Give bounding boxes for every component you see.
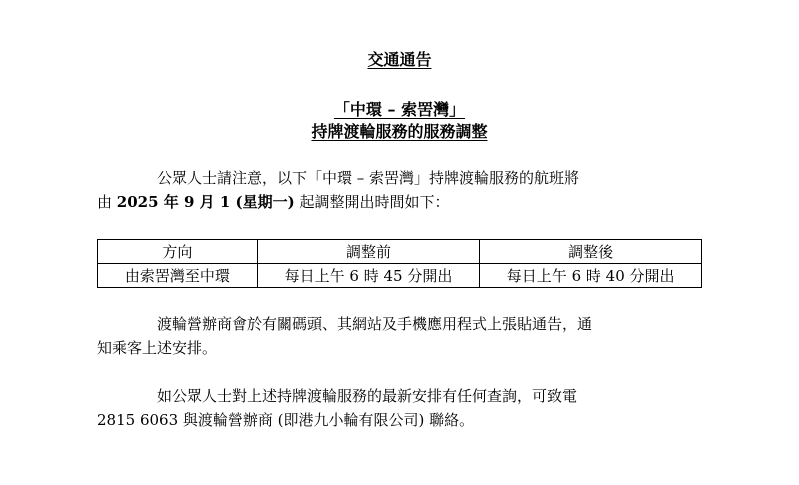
paragraph-schedule-intro [97,166,702,214]
paragraph2-line2: 知乘客上述安排。 [97,339,218,357]
paragraph1-line2 [97,190,702,214]
table-header-row [98,240,702,264]
notice-title-line1 [0,100,799,120]
notice-label-text: 交通通告 [367,50,432,69]
paragraph1-line2-prefix: 由 [97,193,117,211]
notice-title-line1-text: 「中環 – 索罟灣」 [333,100,466,119]
header-direction: 方向 [98,240,258,264]
notice-title-line2-text: 持牌渡輪服務的服務調整 [311,122,488,141]
paragraph1-line1: 公眾人士請注意，以下「中環 – 索罟灣」持牌渡輪服務的航班將 [157,169,580,187]
notice-title-line2 [0,122,799,142]
schedule-table [97,239,702,288]
paragraph2-line1: 渡輪營辦商會於有關碼頭、其網站及手機應用程式上張貼通告，通 [157,315,593,333]
paragraph1-line2-suffix: 起調整開出時間如下： [294,193,450,211]
paragraph3-line2: 2815 6063 與渡輪營辦商 (即港九小輪有限公司) 聯絡。 [97,411,475,429]
paragraph3-line1: 如公眾人士對上述持牌渡輪服務的最新安排有任何查詢，可致電 [157,387,578,405]
effective-date: 2025 年 9 月 1 (星期一) [116,193,295,211]
paragraph-operator-notice [97,312,702,360]
cell-direction: 由索罟灣至中環 [98,264,258,288]
header-after: 調整後 [480,240,702,264]
header-before: 調整前 [257,240,480,264]
table-row [98,264,702,288]
cell-time-after: 每日上午 6 時 40 分開出 [480,264,702,288]
paragraph-enquiry [97,384,702,432]
cell-time-before: 每日上午 6 時 45 分開出 [257,264,480,288]
notice-label [0,50,799,70]
